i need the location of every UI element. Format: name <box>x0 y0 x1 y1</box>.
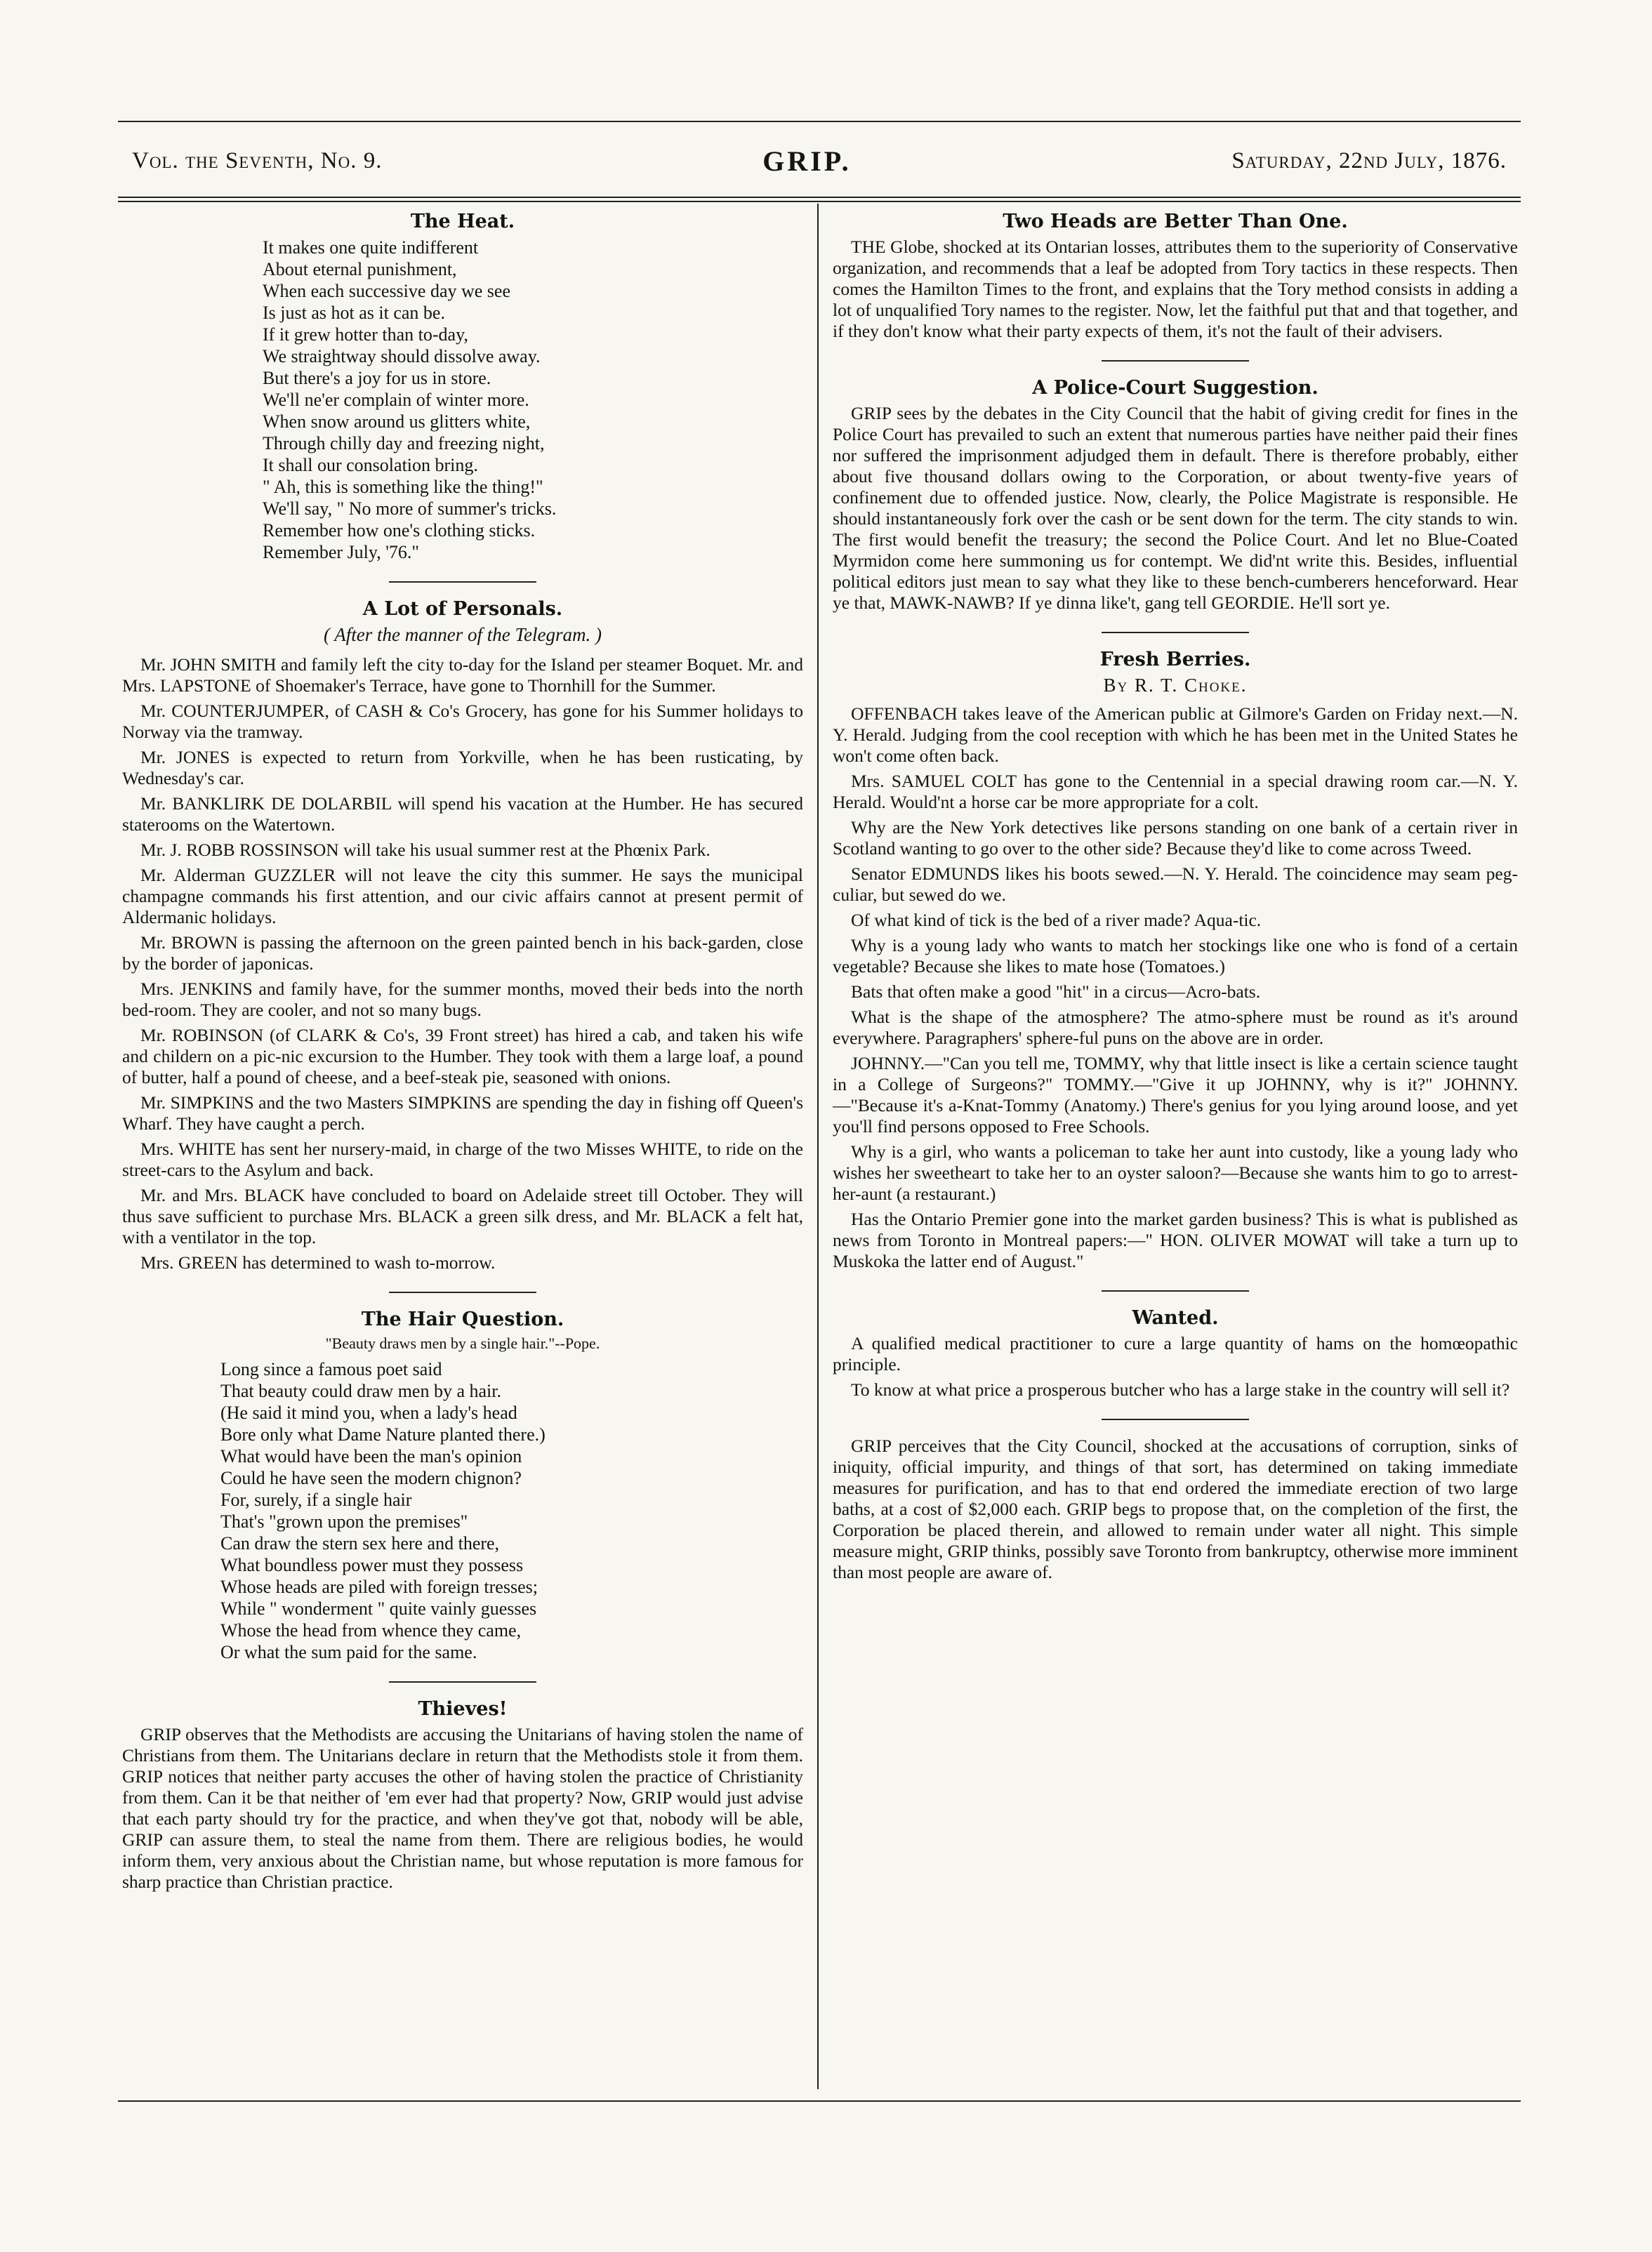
poem-line: Through chilly day and freezing night, <box>263 433 545 453</box>
article-personals <box>122 598 803 1273</box>
section-divider <box>1102 1290 1249 1292</box>
paragraph: Mrs. GREEN has determined to wash to-morrow. <box>140 1252 496 1273</box>
poem-line: That beauty could draw men by a hair. <box>220 1381 501 1401</box>
section-divider <box>1102 632 1249 633</box>
poem-line: We'll say, " No more of summer's tricks. <box>263 498 557 519</box>
poem-line: While " wonderment " quite vainly guesses <box>220 1598 537 1619</box>
poem-line: It makes one quite indifferent <box>263 237 479 258</box>
poem-line: Is just as hot as it can be. <box>263 303 445 323</box>
header-rule <box>118 197 1521 198</box>
section-divider <box>1102 360 1249 362</box>
poem-line: About eternal punishment, <box>263 259 457 279</box>
paragraph: GRIP perceives that the City Council, shocked at the accusations of corruption, sinks of iniquity, official impurity, and things of that sort, has determined on taking immediate measures for purification, and has to that end ordered the immediate erection of two large baths, at a cost of $2,000 each. GRIP begs to propose that, on the completion of the first, the Corporation be placed therein, and allowed to remain under water all night. This simple measure might, GRIP thinks, possibly save Toronto from bankruptcy, otherwise more imminent than most people are aware of. <box>833 1436 1518 1582</box>
poem-line: What would have been the man's opinion <box>220 1446 522 1466</box>
poem-line: For, surely, if a single hair <box>220 1490 412 1510</box>
paragraph: Mr. ROBINSON (of CLARK & Co's, 39 Front street) has hired a cab, and taken his wife and childern on a pic-nic excursion to the Humber. They took with them a large loaf, a pound of butter, half a pound of cheese, and a beef-steak pie, seasoned with onions. <box>122 1025 803 1087</box>
paragraph: What is the shape of the atmosphere? The atmo-sphere must be round as it's around everywhere. Paragraphers' sphere-ful puns on the above are in order. <box>833 1007 1518 1048</box>
poem-line: When each successive day we see <box>263 281 510 301</box>
poem-line: (He said it mind you, when a lady's head <box>220 1403 517 1423</box>
paragraph: Mrs. JENKINS and family have, for the summer months, moved their beds into the north bed-room. They are cooler, and not so many bugs. <box>122 979 803 1020</box>
poem-line: " Ah, this is something like the thing!" <box>263 477 543 497</box>
article-city-baths <box>833 1436 1518 1583</box>
paragraph: Senator EDMUNDS likes his boots sewed.—N. Y. Herald. The coincidence may seam peg-culiar, but sewed do we. <box>833 863 1518 905</box>
paragraph: Mrs. WHITE has sent her nursery-maid, in charge of the two Misses WHITE, to ride on the street-cars to the Asylum and back. <box>122 1139 803 1180</box>
newspaper-page <box>118 121 1521 2105</box>
paragraph: A qualified medical practitioner to cure a large quantity of hams on the homœopathic principle. <box>833 1333 1518 1375</box>
article-subtitle: ( After the manner of the Telegram. ) <box>324 624 602 645</box>
paragraph: Of what kind of tick is the bed of a river made? Aqua-tic. <box>851 910 1262 930</box>
paragraph: JOHNNY.—"Can you tell me, TOMMY, why that little insect is like a certain science taught in a College of Surgeons?" TOMMY.—"Give it up JOHNNY, why is it?" JOHNNY.—"Because it's a-Knat-Tommy (Anatomy.) There's genius for you lying around loose, and yet you'll find persons opposed to Free Schools. <box>833 1053 1518 1137</box>
paragraph: Mr. Alderman GUZZLER will not leave the city this summer. He says the municipal champagne commands his first attention, and our civic affairs cannot at present permit of Aldermanic holidays. <box>122 865 803 927</box>
poem-line: Bore only what Dame Nature planted there.) <box>220 1424 546 1445</box>
poem-line: We'll ne'er complain of winter more. <box>263 390 529 410</box>
article-title: Thieves! <box>418 1698 508 1720</box>
paragraph: Mr. SIMPKINS and the two Masters SIMPKINS are spending the day in fishing off Queen's Wharf. They have caught a perch. <box>122 1092 803 1134</box>
header-rule-double <box>118 201 1521 202</box>
paragraph: Mr. JONES is expected to return from Yorkville, when he has been rusticating, by Wednesday's car. <box>122 747 803 788</box>
paragraph: Why are the New York detectives like persons standing on one bank of a certain river in Scotland wanting to go over to the other side? Because they'd like to come across Tweed. <box>833 817 1518 859</box>
poem-line: Remember July, '76." <box>263 542 420 562</box>
paragraph: Mr. and Mrs. BLACK have concluded to board on Adelaide street till October. They will thus save sufficient to purchase Mrs. BLACK a green silk dress, and Mr. BLACK a felt hat, with a ventilator in the top. <box>122 1185 803 1247</box>
section-divider <box>389 581 536 583</box>
article-fresh-berries <box>833 649 1518 1272</box>
poem-line: If it grew hotter than to-day, <box>263 324 468 345</box>
article-title: A Lot of Personals. <box>362 598 563 620</box>
poem-line: When snow around us glitters white, <box>263 411 531 432</box>
poem-line: But there's a joy for us in store. <box>263 368 491 388</box>
paragraph: Has the Ontario Premier gone into the market garden business? This is what is published as news from Toronto in Montreal papers:—" HON. OLIVER MOWAT will take a turn up to Muskoka the latter end of August." <box>833 1209 1518 1271</box>
article-title: The Hair Question. <box>361 1309 564 1330</box>
paragraph: Mr. COUNTERJUMPER, of CASH & Co's Grocery, has gone for his Summer holidays to Norway via the tramway. <box>122 701 803 742</box>
article-title: The Heat. <box>410 211 515 232</box>
article-the-heat <box>122 211 803 563</box>
poem-line: It shall our consolation bring. <box>263 455 478 475</box>
paragraph: Mrs. SAMUEL COLT has gone to the Centennial in a special drawing room car.—N. Y. Herald. Would'nt a horse car be more appropriate for a colt. <box>833 771 1518 812</box>
paragraph: To know at what price a prosperous butcher who has a large stake in the country will sell it? <box>851 1379 1510 1400</box>
byline: By R. T. Choke. <box>1103 675 1248 696</box>
column-divider <box>817 204 819 2089</box>
article-title: A Police-Court Suggestion. <box>1032 377 1319 399</box>
paragraph: Why is a young lady who wants to match her stockings like one who is fond of a certain vegetable? Because she likes to mate hose (Tomatoes.) <box>833 935 1518 976</box>
poem-body <box>220 1358 803 1663</box>
section-divider <box>389 1681 536 1683</box>
article-title: Wanted. <box>1132 1307 1219 1329</box>
article-wanted <box>833 1307 1518 1400</box>
article-thieves <box>122 1698 803 1893</box>
poem-line: Remember how one's clothing sticks. <box>263 520 536 541</box>
article-hair-question <box>122 1309 803 1663</box>
top-rule <box>118 121 1521 122</box>
poem-line: That's "grown upon the premises" <box>220 1511 468 1532</box>
poem-line: Could he have seen the modern chignon? <box>220 1468 522 1488</box>
paragraph: THE Globe, shocked at its Ontarian losses, attributes them to the superiority of Conservative organization, and recommends that a leaf be adopted from Tory tactics in these respects. Then comes the Hamilton Times to the front, and explains that the Tory method consists in adding a lot of unqualified Tory names to the register. Now, let the faithful put that and that together, and if they don't know what their party expects of them, it's not the fault of their advisers. <box>833 237 1518 341</box>
section-divider <box>1102 1419 1249 1420</box>
bottom-rule <box>118 2100 1521 2102</box>
left-column <box>122 211 803 2074</box>
paragraph: Mr. JOHN SMITH and family left the city to-day for the Island per steamer Boquet. Mr. and Mrs. LAPSTONE of Shoemaker's Terrace, have gone to Thornhill for the Summer. <box>122 654 803 696</box>
poem-line: Long since a famous poet said <box>220 1359 442 1379</box>
paragraph: GRIP sees by the debates in the City Council that the habit of giving credit for fines in the Police Court has prevailed to such an extent that numerous parties have neither paid their fines nor suffered the imprisonment adjudged them in default. There is therefore probably, either about five thousand dollars owing to the Corporation, or about twenty-five years of confinement due to offended justice. Now, clearly, the Police Magistrate is responsible. He should instantaneously fork over the cash or be sent down for the term. The city stands to win. The first would benefit the treasury; the second the Police Court. And let no Blue-Coated Myrmidon come here summoning us for contempt. We did'nt write this. Besides, influential political editors just mean to say what they like to these bench-cumberers henceforward. Hear ye that, MAWK-NAWB? If ye dinna like't, gang tell GEORDIE. He'll sort ye. <box>833 403 1518 613</box>
article-title: Two Heads are Better Than One. <box>1003 211 1348 232</box>
paragraph: GRIP observes that the Methodists are accusing the Unitarians of having stolen the name of Christians from them. The Unitarians declare in return that the Methodists stole it from them. GRIP notices that neither party accuses the other of having stolen the practice of Christianity from them. Can it be that neither of 'em ever had that property? Now, GRIP would just advise that each party should try for the practice, and when they've got that, nobody will be able, GRIP can assure them, to steal the name from them. There are religious bodies, he would inform them, very anxious about the Christian name, but whose reputation is more famous for sharp practice than Christian practice. <box>122 1724 803 1892</box>
poem-line: Whose the head from whence they came, <box>220 1620 522 1641</box>
section-divider <box>389 1292 536 1293</box>
right-column <box>833 211 1518 2074</box>
article-police-court <box>833 377 1518 614</box>
paragraph: OFFENBACH takes leave of the American public at Gilmore's Garden on Friday next.—N. Y. Herald. Judging from the cool reception with which he has been met in the United States he won't come often back. <box>833 703 1518 766</box>
paragraph: Mr. BANKLIRK DE DOLARBIL will spend his vacation at the Humber. He has secured staterooms on the Watertown. <box>122 793 803 835</box>
paragraph: Bats that often make a good "hit" in a circus—Acro-bats. <box>851 981 1261 1002</box>
paragraph: Mr. BROWN is passing the afternoon on the green painted bench in his back-garden, close by the border of japonicas. <box>122 932 803 974</box>
article-title: Fresh Berries. <box>1099 649 1251 670</box>
issue-date: Saturday, 22nd July, 1876. <box>1231 147 1507 173</box>
poem-line: What boundless power must they possess <box>220 1555 524 1575</box>
poem-line: We straightway should dissolve away. <box>263 346 541 366</box>
epigraph: "Beauty draws men by a single hair."--Pope. <box>325 1334 600 1352</box>
paragraph: Mr. J. ROBB ROSSINSON will take his usual summer rest at the Phœnix Park. <box>140 840 711 860</box>
poem-line: Or what the sum paid for the same. <box>220 1642 477 1662</box>
article-two-heads <box>833 211 1518 342</box>
page-header <box>132 143 1507 178</box>
poem-body <box>263 237 803 563</box>
poem-line: Whose heads are piled with foreign tresses; <box>220 1577 538 1597</box>
volume-number: Vol. the Seventh, No. 9. <box>132 147 383 173</box>
poem-line: Can draw the stern sex here and there, <box>220 1533 500 1554</box>
paragraph: Why is a girl, who wants a policeman to take her aunt into custody, like a young lady who wishes her sweetheart to take her to an oyster saloon?—Because she wants him to go to arrest-her-aunt (a restaurant.) <box>833 1141 1518 1204</box>
masthead-title: GRIP. <box>762 145 852 177</box>
